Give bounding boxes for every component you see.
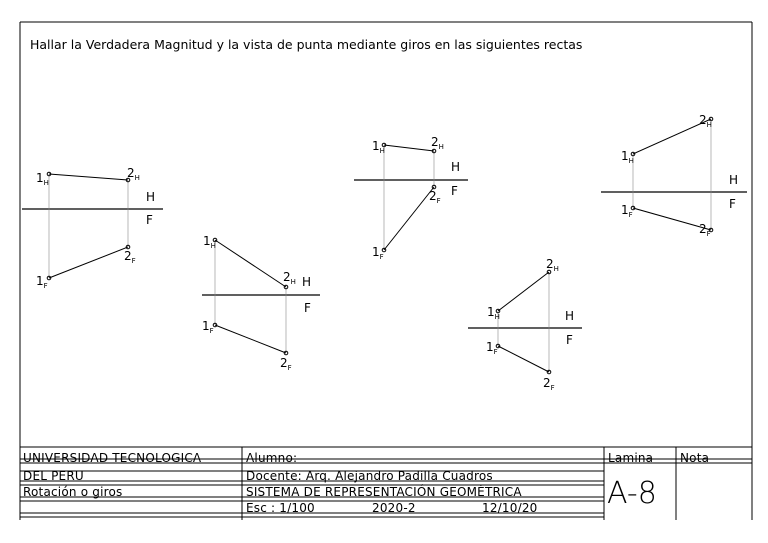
topic: Rotación o giros	[23, 485, 123, 499]
label-1h: $1_H$	[372, 139, 385, 155]
label-2f: $2_F$	[699, 222, 711, 238]
label-2h: $2_H$	[699, 113, 712, 129]
title-block	[20, 447, 752, 520]
term-field: 2020-2	[372, 501, 416, 515]
label-1f: $1_F$	[621, 203, 633, 219]
scale-field: Esc : 1/100	[246, 501, 315, 515]
exercise-4	[468, 257, 582, 392]
teacher-field: Docente: Arq. Alejandro Padilla Cuadros	[246, 469, 493, 483]
plane-label-h: H	[302, 275, 312, 289]
label-2f: $2_F$	[124, 249, 136, 265]
line-front-view	[384, 187, 434, 250]
line-top-view	[498, 272, 549, 311]
line-top-view	[49, 174, 128, 180]
label-1f: $1_F$	[372, 245, 384, 261]
plane-label-h: H	[565, 309, 575, 323]
line-top-view	[384, 145, 434, 151]
course-name: SISTEMA DE REPRESENTACIÓN GEOMÉTRICA	[246, 485, 522, 499]
line-top-view	[215, 240, 286, 287]
label-2h: $2_H$	[431, 135, 444, 151]
sheet-number: A-8	[607, 476, 657, 511]
student-field: Alumno:	[246, 451, 298, 465]
grade-label: Nota	[680, 451, 710, 465]
line-front-view	[215, 325, 286, 353]
plane-label-h: H	[451, 160, 461, 174]
plane-label-f: F	[566, 333, 573, 347]
exercise-3	[354, 135, 468, 261]
label-2f: $2_F$	[543, 376, 555, 392]
plane-label-f: F	[451, 184, 458, 198]
sheet-label: Lamina	[608, 451, 654, 465]
date-field: 12/10/20	[482, 501, 538, 515]
exercise-2	[202, 234, 320, 372]
label-1f: $1_F$	[202, 319, 214, 335]
plane-label-h: H	[729, 173, 739, 187]
plane-label-f: F	[729, 197, 736, 211]
label-2f: $2_F$	[280, 356, 292, 372]
plane-label-f: F	[146, 213, 153, 227]
line-front-view	[498, 346, 549, 372]
label-2h: $2_H$	[283, 270, 296, 286]
exercise-1	[22, 166, 163, 290]
label-1h: $1_H$	[203, 234, 216, 250]
university-name-line1: UNIVERSIDAD TECNOLOGICA	[23, 451, 202, 465]
sheet-title: Hallar la Verdadera Magnitud y la vista de punta mediante giros en las siguientes rectas	[30, 37, 583, 52]
label-2f: $2_F$	[429, 189, 441, 205]
exercise-5	[601, 113, 747, 238]
label-1h: $1_H$	[487, 305, 500, 321]
label-1f: $1_F$	[36, 274, 48, 290]
sheet-border	[20, 22, 752, 520]
label-1h: $1_H$	[36, 171, 49, 187]
label-2h: $2_H$	[127, 166, 140, 182]
plane-label-f: F	[304, 301, 311, 315]
plane-label-h: H	[146, 190, 156, 204]
label-1f: $1_F$	[486, 340, 498, 356]
label-2h: $2_H$	[546, 257, 559, 273]
line-front-view	[49, 247, 128, 278]
label-1h: $1_H$	[621, 149, 634, 165]
university-name-line2: DEL PERU	[23, 469, 84, 483]
